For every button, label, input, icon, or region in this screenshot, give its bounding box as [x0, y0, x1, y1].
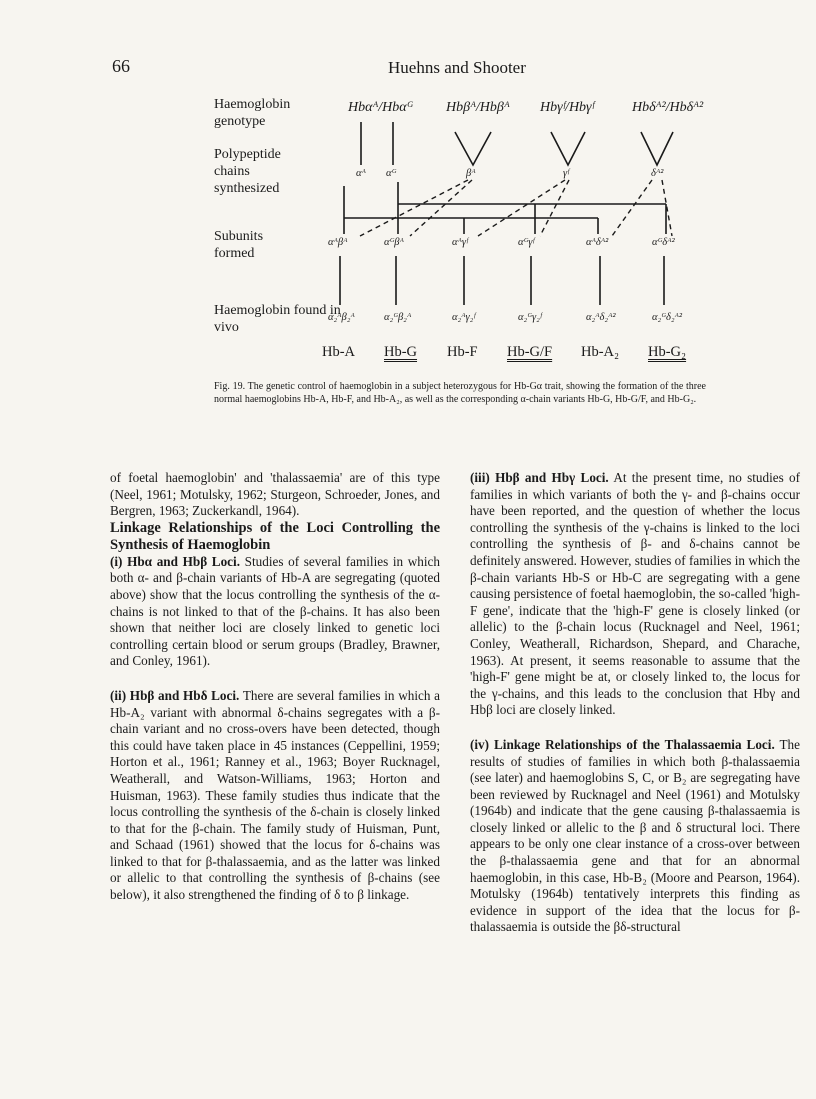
genotype-delta: Hbδᴬ²/Hbδᴬ² — [632, 100, 704, 115]
row-label-invivo: Haemoglobin found in vivo — [214, 303, 341, 335]
subunit-2: αᴳβᴬ — [384, 237, 404, 248]
running-head: Huehns and Shooter — [388, 58, 526, 77]
section-iii-title: (iii) Hbβ and Hbγ Loci. — [470, 470, 609, 485]
section-i-text: Studies of several families in which both α- and β-chain variants of Hb-A are segregating (quoted above) show that the locus controlling the synthesis of the α-chains is not linked to that of the β-chains. It has also been shown that neither loci are closely linked to genetic loci controlling certain blood or serum groups (Bradley, Brawner, and Conley, 1961). — [110, 553, 441, 669]
right-column — [470, 470, 800, 936]
hb-name-g: Hb-G — [384, 344, 418, 360]
genotype-beta: Hbβᴬ/Hbβᴬ — [446, 100, 510, 115]
chain-alpha-g: αᴳ — [386, 168, 397, 179]
section-iv — [470, 737, 800, 936]
hb-name-a: Hb-A — [322, 344, 356, 360]
page-number: 66 — [112, 56, 130, 76]
row-label-chains: Polypeptide chains synthesized — [214, 147, 281, 196]
invivo-3: α₂ᴬγ₂ᶠ — [452, 312, 476, 323]
section-i — [110, 554, 440, 670]
chain-beta-a: βᴬ — [466, 168, 476, 179]
section-ii-text: There are several families in which a Hb-A₂ variant with abnormal δ-chains segregates with a β-chain variant and no cross-overs have been detected, though this could have taken place in 45 instances (Ceppellini, 1959; Horton et al., 1961; Ranney et al., 1963; Boyer Rucknagel, Weatherall, and Watson-Williams, 1963; Horton and Huisman, 1963). These family studies thus indicate that the locus controlling the synthesis of the δ-chain is closely linked to that for the β-chain. The family study of Huisman, Punt, and Schaad (1961) showed that the locus for δ-chains was linked to that for β-thalassaemia, and as the latter was linked or allelic to that controlling the synthesis of β-chains (see below), it also strengthened the finding of δ to β linkage. — [110, 687, 440, 903]
section-ii-title: (ii) Hbβ and Hbδ Loci. — [110, 687, 240, 703]
section-ii — [110, 688, 440, 904]
section-i-title: (i) Hbα and Hbβ Loci. — [110, 553, 240, 569]
genotype-alpha: Hbαᴬ/Hbαᴳ — [348, 100, 414, 115]
invivo-6: α₂ᴳδ₂ᴬ² — [652, 312, 682, 323]
left-column — [110, 470, 440, 904]
section-iii — [470, 470, 800, 719]
genotype-gamma: Hbγᶠ/Hbγᶠ — [540, 100, 595, 115]
section-heading: Linkage Relationships of the Loci Controlling the Synthesis of Haemoglobin — [110, 519, 440, 553]
section-iv-title: (iv) Linkage Relationships of the Thalassaemia Loci. — [470, 736, 775, 752]
chain-delta-a2: δᴬ² — [651, 168, 664, 179]
hb-name-a2: Hb-A₂ — [581, 344, 620, 360]
section-iii-text: At the present time, no studies of families in which variants of both the γ- and β-chains occur have been reported, and the question of whether the locus controlling the synthesis of the γ-chains is linked to the loci controlling the synthesis of β- and δ-chains cannot be definitely answered. However, studies of families in which the β-chain variants Hb-S or Hb-C are segregating with a gene causing persistence of foetal haemoglobin, the so-called 'high-F gene', indicate that the 'high-F' gene is closely linked (or allelic) to the β-chain locus (Rucknagel and Neel, 1961; Conley, Weatherall, Richardson, Shepard, and Charache, 1963). At present, it seems reasonable to assume that the 'high-F' gene might be at, or closely linked to, the locus for the γ-chains, and this leads to the conclusion that Hbγ and Hbβ loci are closely linked. — [470, 470, 801, 718]
subunit-3: αᴬγᶠ — [452, 237, 468, 248]
subunit-5: αᴬδᴬ² — [586, 237, 609, 248]
left-intro: of foetal haemoglobin' and 'thalassaemia' are of this type (Neel, 1961; Motulsky, 1962; Sturgeon, Schroeder, Jones, and Bergren, 1963; Zuckerkandl, 1964). — [110, 470, 440, 519]
pathway-diagram — [0, 0, 816, 380]
chain-alpha-a: αᴬ — [356, 168, 366, 179]
hb-name-f: Hb-F — [447, 344, 478, 360]
invivo-5: α₂ᴬδ₂ᴬ² — [586, 312, 616, 323]
invivo-2: α₂ᴳβ₂ᴬ — [384, 312, 412, 323]
figure-caption: Fig. 19. The genetic control of haemoglobin in a subject heterozygous for Hb-Gα trait, showing the formation of the three normal haemoglobins Hb-A, Hb-F, and Hb-A₂, as well as the corresponding α-chain variants Hb-G, Hb-G/F, and Hb-G₂. — [214, 381, 706, 405]
subunit-1: αᴬβᴬ — [328, 237, 348, 248]
chain-gamma-f: γᶠ — [563, 168, 569, 179]
hb-name-g2: Hb-G₂ — [648, 344, 687, 360]
section-iv-text: The results of studies of families in which both β-thalassaemia (see later) and haemoglobins S, C, or B₂ are segregating have been reviewed by Rucknagel and Neel (1961) and Motulsky (1964b) and indicate that the gene causing β-thalassaemia is closely linked or allelic to the β and δ structural loci. There appears to be only one clear instance of a cross-over between the β-thalassaemia gene and that for an abnormal haemoglobin, in this case, Hb-B₂ (Moore and Pearson, 1964). Motulsky (1964b) tentatively interprets this finding as evidence in support of the idea that the locus for β-thalassaemia is outside the βδ-structural — [470, 736, 801, 935]
row-label-genotype: Haemoglobin genotype — [214, 97, 291, 129]
hb-name-gf: Hb-G/F — [507, 344, 553, 360]
subunit-6: αᴳδᴬ² — [652, 237, 675, 248]
invivo-4: α₂ᴳγ₂ᶠ — [518, 312, 542, 323]
subunit-4: αᴳγᶠ — [518, 237, 535, 248]
invivo-1: α₂ᴬβ₂ᴬ — [328, 312, 355, 323]
row-label-subunits: Subunits formed — [214, 229, 264, 261]
